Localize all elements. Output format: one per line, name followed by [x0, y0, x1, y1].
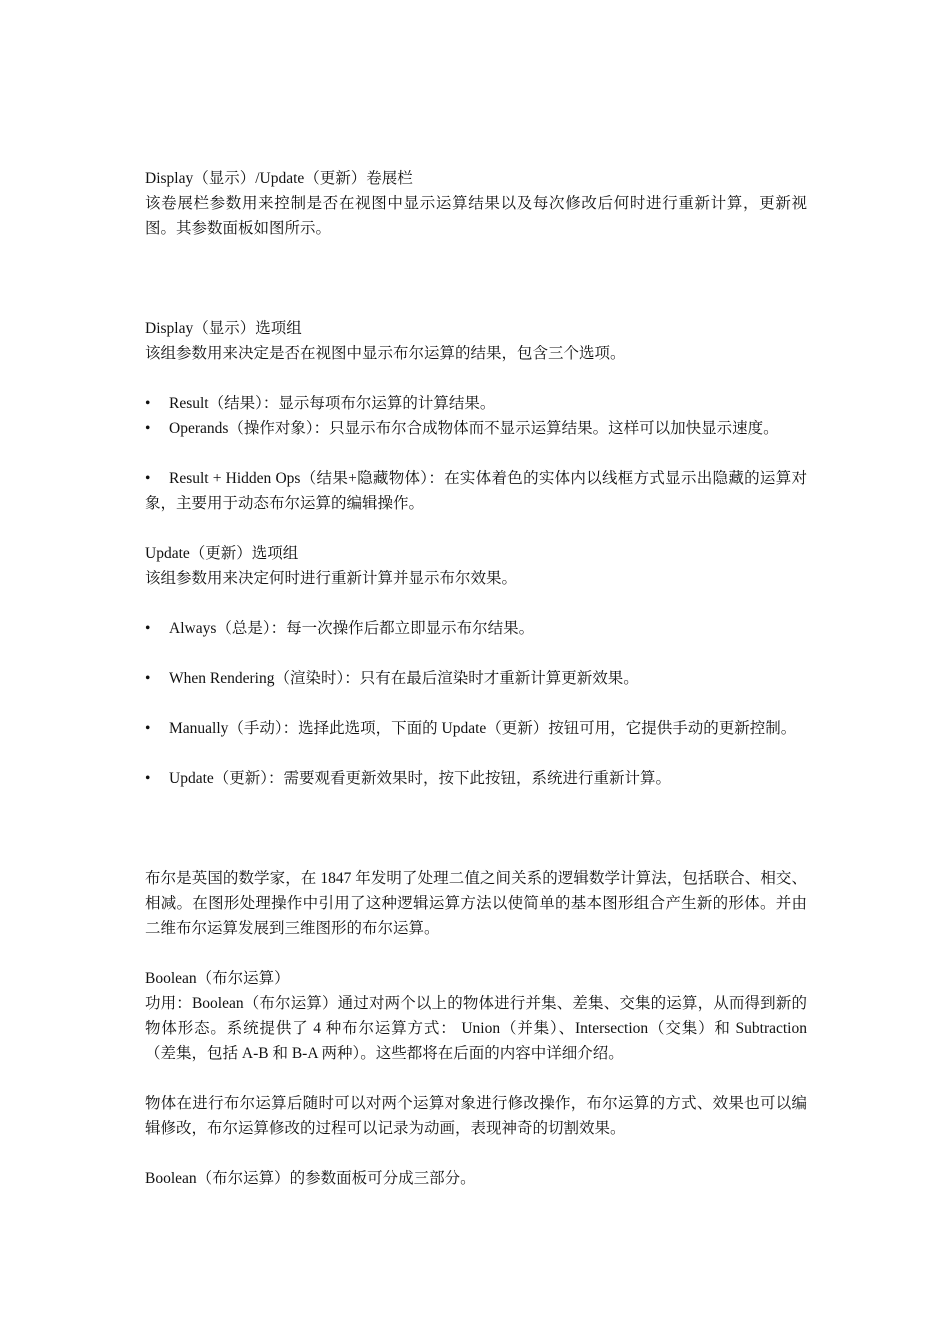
- rollout-description: 该卷展栏参数用来控制是否在视图中显示运算结果以及每次修改后何时进行重新计算，更新视图。其参数面板如图所示。: [145, 195, 807, 237]
- spacer: [145, 366, 807, 391]
- update-group-heading: Update（更新）选项组: [145, 545, 299, 562]
- spacer: [145, 641, 807, 666]
- bullet-glyph: •: [145, 720, 151, 737]
- update-group-intro: 该组参数用来决定何时进行重新计算并显示布尔效果。: [145, 570, 518, 587]
- bullet-glyph: •: [145, 420, 151, 437]
- option-text: Result + Hidden Ops（结果+隐藏物体）：在实体着色的实体内以线框方式显示出隐藏的运算对象，主要用于动态布尔运算的编辑操作。: [145, 470, 807, 512]
- option-text: Always（总是）：每一次操作后都立即显示布尔结果。: [169, 620, 535, 637]
- spacer: [145, 441, 807, 466]
- option-text: Result（结果）：显示每项布尔运算的计算结果。: [169, 395, 496, 412]
- spacer: [145, 1141, 807, 1166]
- boolean-panel-note: Boolean（布尔运算）的参数面板可分成三部分。: [145, 1170, 476, 1187]
- spacer: [145, 941, 807, 966]
- display-option-operands: [145, 416, 807, 441]
- spacer: [145, 741, 807, 766]
- bullet-glyph: •: [145, 470, 151, 487]
- display-option-result: [145, 391, 807, 416]
- option-text: Operands（操作对象）：只显示布尔合成物体而不显示运算结果。这样可以加快显示速度。: [169, 420, 779, 437]
- option-text: Update（更新）：需要观看更新效果时，按下此按钮，系统进行重新计算。: [169, 770, 672, 787]
- spacer: [145, 1066, 807, 1091]
- update-option-manually: [145, 716, 807, 741]
- bullet-glyph: •: [145, 395, 151, 412]
- boolean-heading: Boolean（布尔运算）: [145, 970, 290, 987]
- spacer: [145, 791, 807, 866]
- update-option-update: [145, 766, 807, 791]
- update-option-when-rendering: [145, 666, 807, 691]
- spacer: [145, 516, 807, 541]
- display-group-intro: 该组参数用来决定是否在视图中显示布尔运算的结果，包含三个选项。: [145, 345, 626, 362]
- boolean-function-paragraph: 功用：Boolean（布尔运算）通过对两个以上的物体进行并集、差集、交集的运算，从而得到新的物体形态。系统提供了 4 种布尔运算方式： Union（并集）、Intersection（交集）和 Subtraction（差集，包括 A-B 和 B-A 两种）。这些都将在后面的内容中详细介绍。: [145, 995, 807, 1062]
- bullet-glyph: •: [145, 770, 151, 787]
- option-text: When Rendering（渲染时）：只有在最后渲染时才重新计算更新效果。: [169, 670, 639, 687]
- spacer: [145, 691, 807, 716]
- bullet-glyph: •: [145, 670, 151, 687]
- bullet-glyph: •: [145, 620, 151, 637]
- spacer: [145, 241, 807, 316]
- option-text: Manually（手动）：选择此选项，下面的 Update（更新）按钮可用，它提供手动的更新控制。: [169, 720, 797, 737]
- boolean-editing-paragraph: 物体在进行布尔运算后随时可以对两个运算对象进行修改操作，布尔运算的方式、效果也可以编辑修改，布尔运算修改的过程可以记录为动画，表现神奇的切割效果。: [145, 1095, 807, 1137]
- rollout-heading: Display（显示）/Update（更新）卷展栏: [145, 170, 413, 187]
- display-option-result-hidden-ops: [145, 466, 807, 516]
- boole-history-paragraph: 布尔是英国的数学家，在 1847 年发明了处理二值之间关系的逻辑数学计算法，包括联合、相交、相减。在图形处理操作中引用了这种逻辑运算方法以使简单的基本图形组合产生新的形体。并由二维布尔运算发展到三维图形的布尔运算。: [145, 870, 807, 937]
- spacer: [145, 591, 807, 616]
- display-group-heading: Display（显示）选项组: [145, 320, 302, 337]
- document-body: [145, 166, 807, 1191]
- update-option-always: [145, 616, 807, 641]
